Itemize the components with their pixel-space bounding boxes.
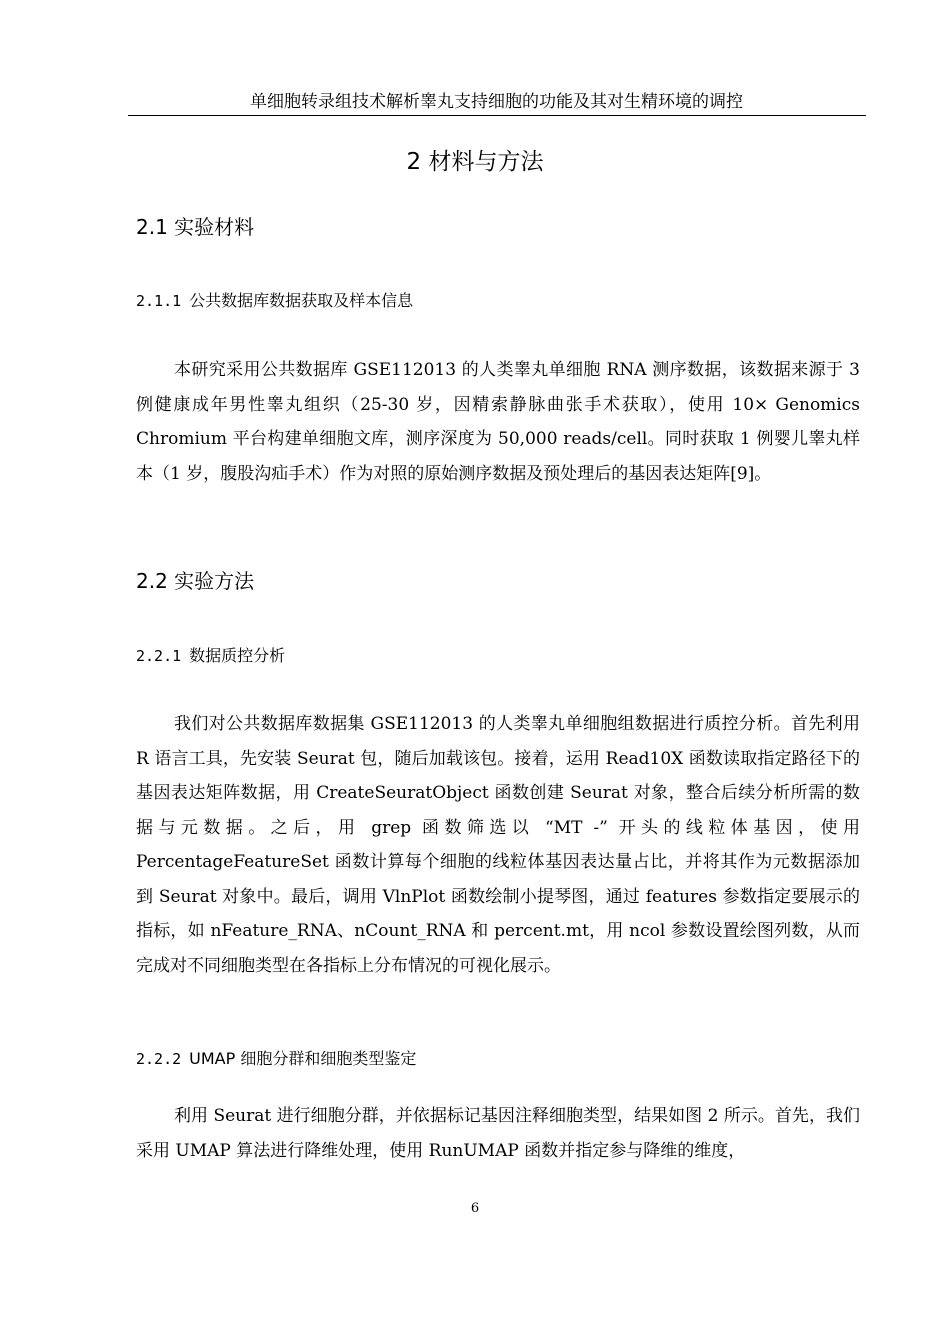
paragraph-2-2-1: 我们对公共数据库数据集 GSE112013 的人类睾丸单细胞组数据进行质控分析。首先利用 R 语言工具，先安装 Seurat 包，随后加载该包。接着，运用 Read10X 函数读取指定路径下的基因表达矩阵数据，用 CreateSeuratObject 函数创建 Seurat 对象，整合后续分析所需的数据与元数据。之后，用 grep 函数筛选以 “MT -” 开头的线粒体基因，使用 PercentageFeatureSet 函数计算每个细胞的线粒体基因表达量占比，并将其作为元数据添加到 Seurat 对象中。最后，调用 VlnPlot 函数绘制小提琴图，通过 features 参数指定要展示的指标，如 nFeature_RNA、nCount_RNA 和 percent.mt，用 ncol 参数设置绘图列数，从而完成对不同细胞类型在各指标上分布情况的可视化展示。 [136, 714, 860, 976]
subsection-title-2-2-1 [136, 644, 285, 668]
paragraph-2-2-2: 利用 Seurat 进行细胞分群，并依据标记基因注释细胞类型，结果如图 2 所示。首先，我们采用 UMAP 算法进行降维处理，使用 RunUMAP 函数并指定参与降维的维度， [136, 1106, 860, 1161]
subsection-title-2-1-1 [136, 289, 413, 313]
section-title-2-2: 2.2 实验方法 [136, 569, 255, 593]
page-number: 6 [470, 1201, 480, 1216]
subsection-title-2-2-2 [136, 1047, 416, 1071]
subsection-label: 数据质控分析 [189, 646, 286, 665]
subsection-label: UMAP 细胞分群和细胞类型鉴定 [189, 1049, 417, 1068]
subsection-number: 2.2.1 [136, 647, 182, 665]
header-rule [128, 115, 866, 116]
chapter-title: 2 材料与方法 [406, 149, 544, 175]
section-title-2-1: 2.1 实验材料 [136, 215, 255, 239]
running-header: 单细胞转录组技术解析睾丸支持细胞的功能及其对生精环境的调控 [250, 92, 743, 112]
subsection-number: 2.2.2 [136, 1050, 182, 1068]
subsection-label: 公共数据库数据获取及样本信息 [189, 291, 414, 310]
paragraph-2-1-1: 本研究采用公共数据库 GSE112013 的人类睾丸单细胞 RNA 测序数据，该数据来源于 3 例健康成年男性睾丸组织（25-30 岁，因精索静脉曲张手术获取），使用 10× Genomics Chromium 平台构建单细胞文库，测序深度为 50,000 reads/cell。同时获取 1 例婴儿睾丸样本（1 岁，腹股沟疝手术）作为对照的原始测序数据及预处理后的基因表达矩阵[9]。 [136, 360, 860, 484]
subsection-number: 2.1.1 [136, 292, 182, 310]
